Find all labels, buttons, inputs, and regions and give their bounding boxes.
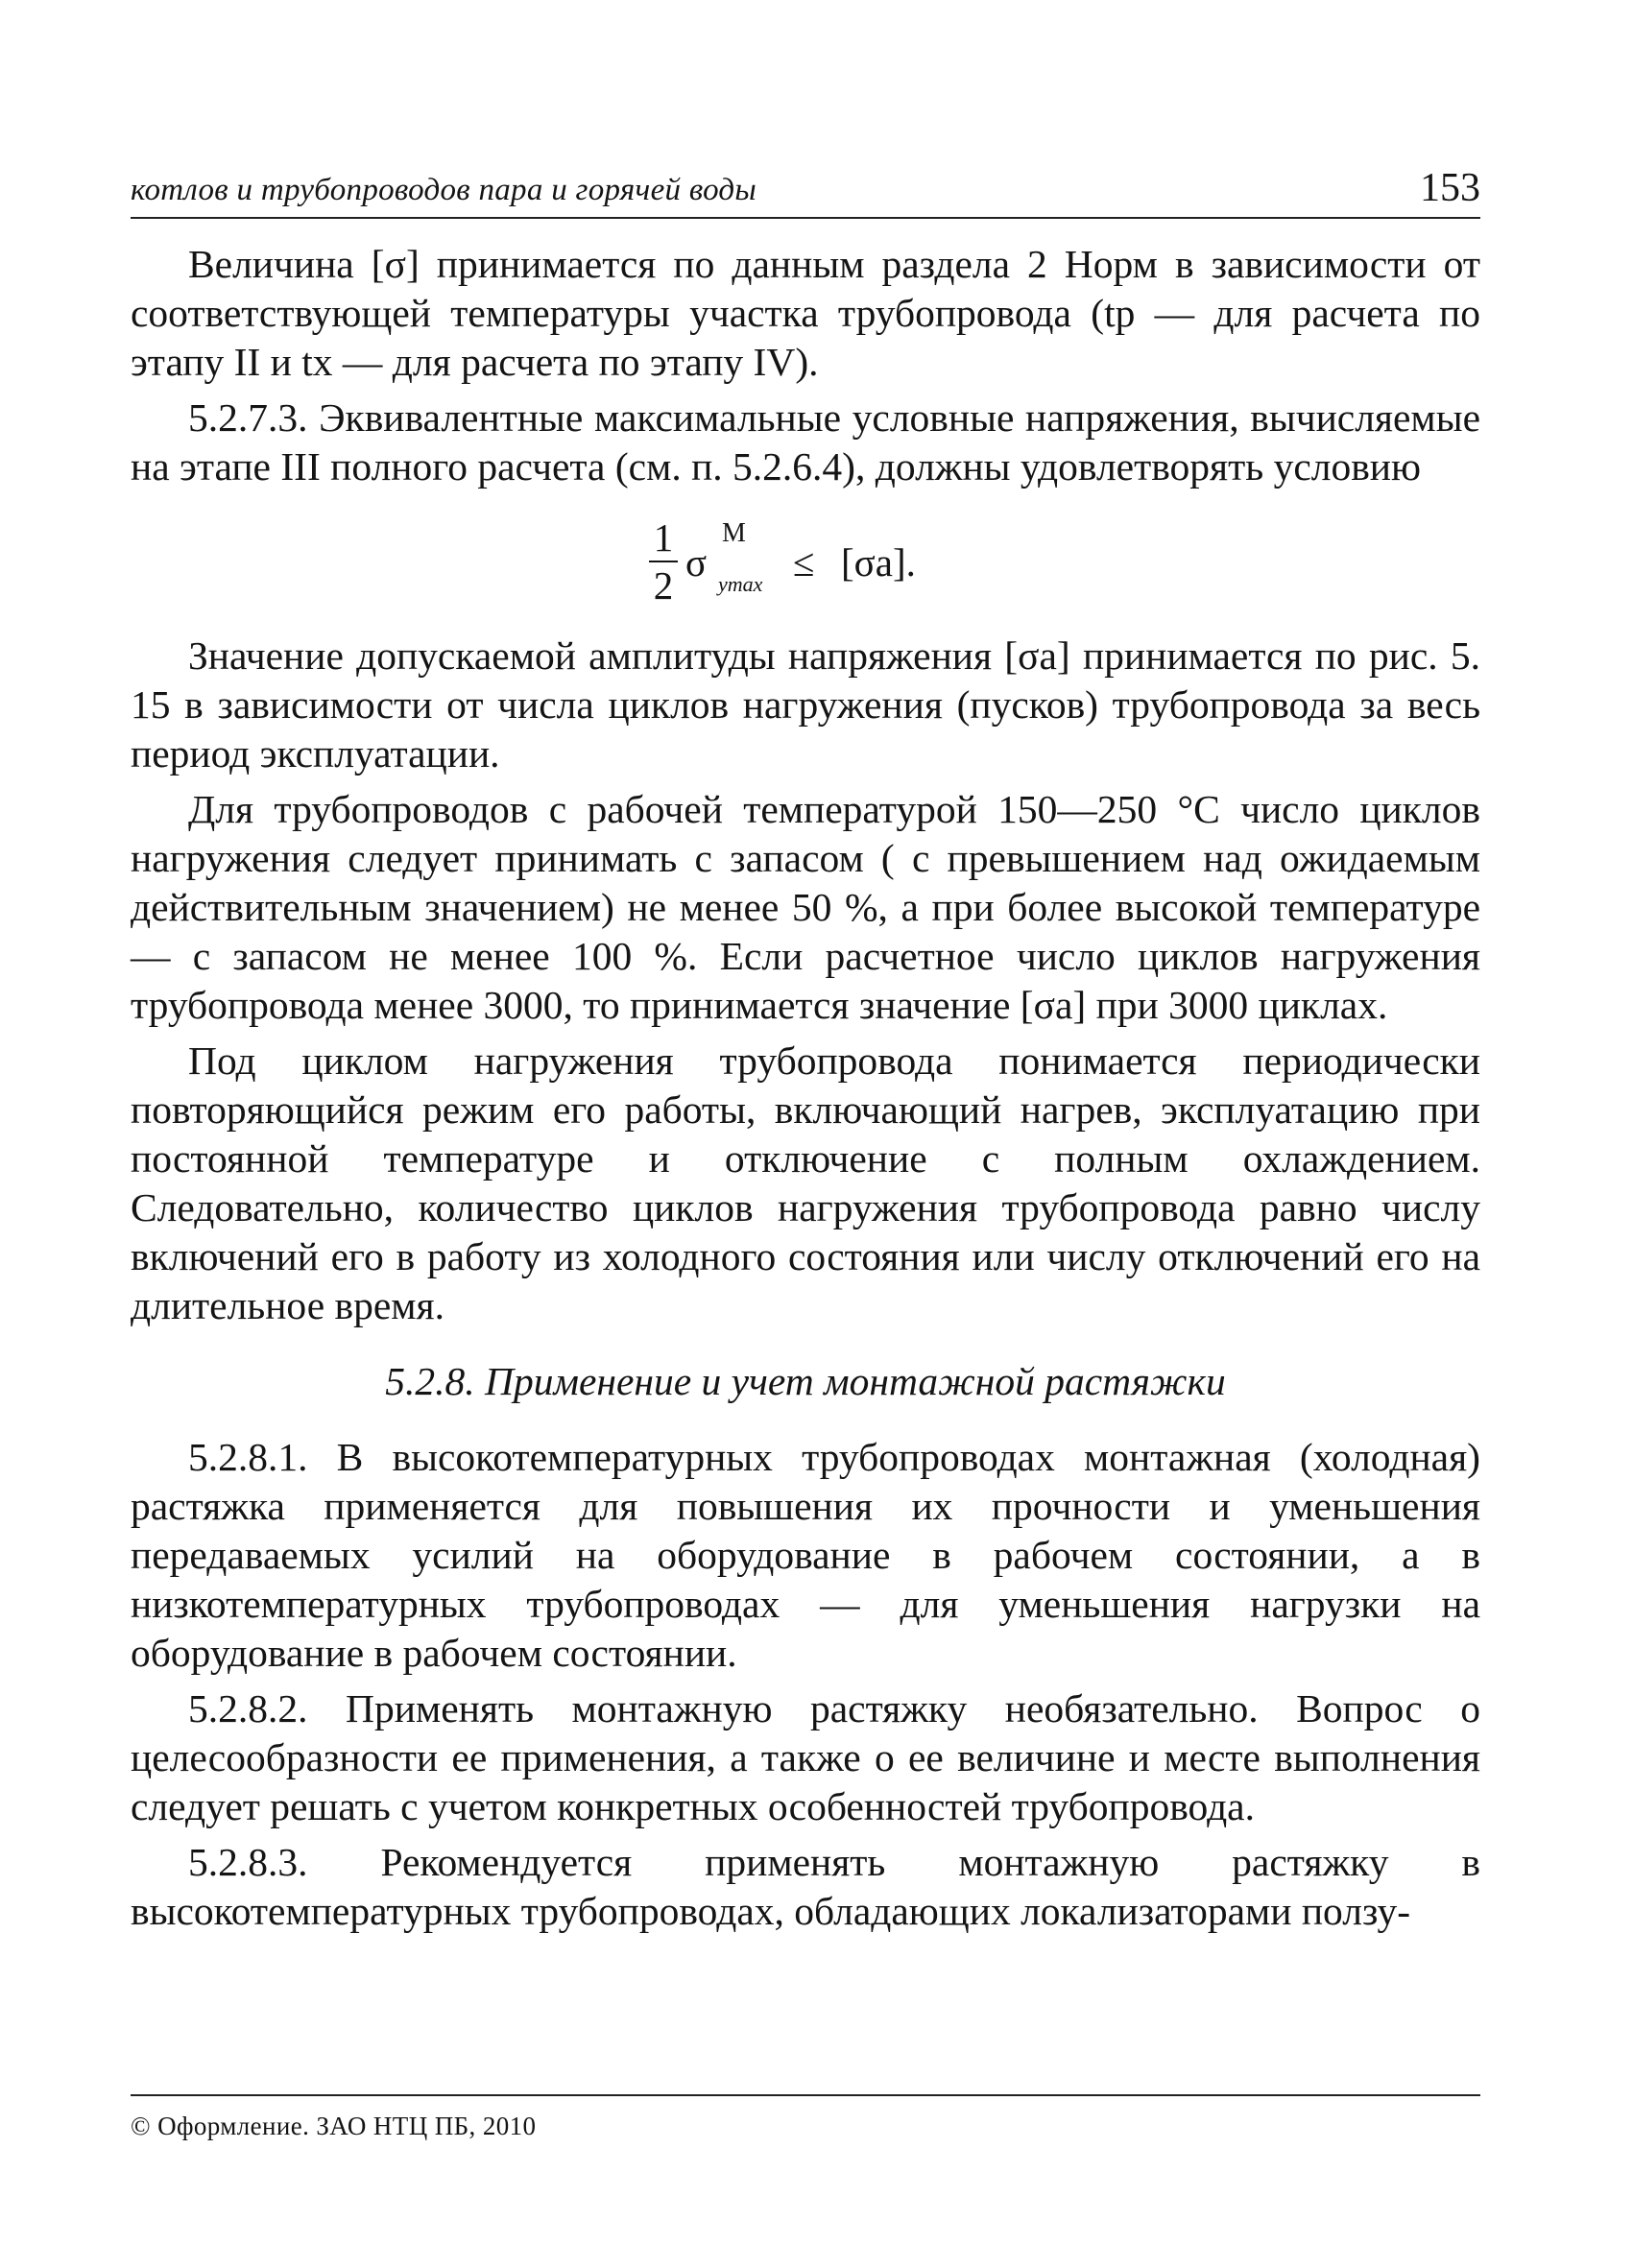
copyright-footer: © Оформление. ЗАО НТЦ ПБ, 2010 [131, 2112, 537, 2140]
paragraph-cycle-margin: Для трубопроводов с рабочей температурой 150—250 °С число циклов нагружения следует принимать с запасом ( с превышением над ожидаемым действительным значением) не менее 50 %, а при более высокой температуре — с запасом не менее 100 %. Если расчетное число циклов нагружения трубопровода менее 3000, то принимается значение [σa] при 3000 циклах. [131, 787, 1480, 1027]
formula-rhs: [σa]. [841, 540, 916, 585]
page-body [131, 240, 1480, 1936]
formula-fraction [649, 516, 678, 607]
formula-numerator: 1 [653, 515, 674, 560]
formula-sigma: σ [685, 540, 708, 585]
paragraph-cycle-definition: Под циклом нагружения трубопровода понимается периодически повторяющийся режим его работы, включающий нагрев, эксплуатацию при постоянной температуре и отключение с полным охлаждением. Следовательно, количество циклов нагружения трубопровода равно числу включений его в работу из холодного состояния или числу отключений его на длительное время. [131, 1039, 1480, 1327]
formula-superscript: М [722, 518, 746, 548]
paragraph-5-2-7-3: 5.2.7.3. Эквивалентные максимальные условные напряжения, вычисляемые на этапе III полного расчета (см. п. 5.2.6.4), должны удовлетворять условию [131, 395, 1480, 489]
formula-stress-condition [131, 516, 1480, 610]
footer-divider [131, 2094, 1480, 2096]
formula-subscript: ymax [718, 572, 763, 596]
paragraph-5-2-8-2: 5.2.8.2. Применять монтажную растяжку необязательно. Вопрос о целесообразности ее применения, а также о ее величине и месте выполнения следует решать с учетом конкретных особенностей трубопровода. [131, 1686, 1480, 1828]
section-heading: 5.2.8. Применение и учет монтажной растяжки [385, 1359, 1226, 1403]
page-header [131, 165, 1480, 219]
formula-relation: ≤ [793, 540, 815, 585]
paragraph-5-2-8-1: 5.2.8.1. В высокотемпературных трубопроводах монтажная (холодная) растяжка применяется для повышения их прочности и уменьшения передаваемых усилий на оборудование в рабочем состоянии, а в низкотемпературных трубопроводах — для уменьшения нагрузки на оборудование в рабочем состоянии. [131, 1435, 1480, 1675]
header-divider [131, 217, 1480, 219]
running-title: котлов и трубопроводов пара и горячей воды [131, 173, 757, 207]
paragraph-stress-value: Величина [σ] принимается по данным раздела 2 Норм в зависимости от соответствующей температуры участка трубопровода (tр — для расчета по этапу II и tх — для расчета по этапу IV). [131, 242, 1480, 384]
fraction-bar [649, 561, 678, 562]
page-number: 153 [1420, 166, 1480, 210]
paragraph-amplitude: Значение допускаемой амплитуды напряжения [σa] принимается по рис. 5. 15 в зависимости от числа циклов нагружения (пусков) трубопровода за весь период эксплуатации. [131, 633, 1480, 776]
formula-denominator: 2 [653, 563, 674, 608]
paragraph-5-2-8-3: 5.2.8.3. Рекомендуется применять монтажную растяжку в высокотемпературных трубопроводах, обладающих локализаторами ползу- [131, 1840, 1480, 1933]
